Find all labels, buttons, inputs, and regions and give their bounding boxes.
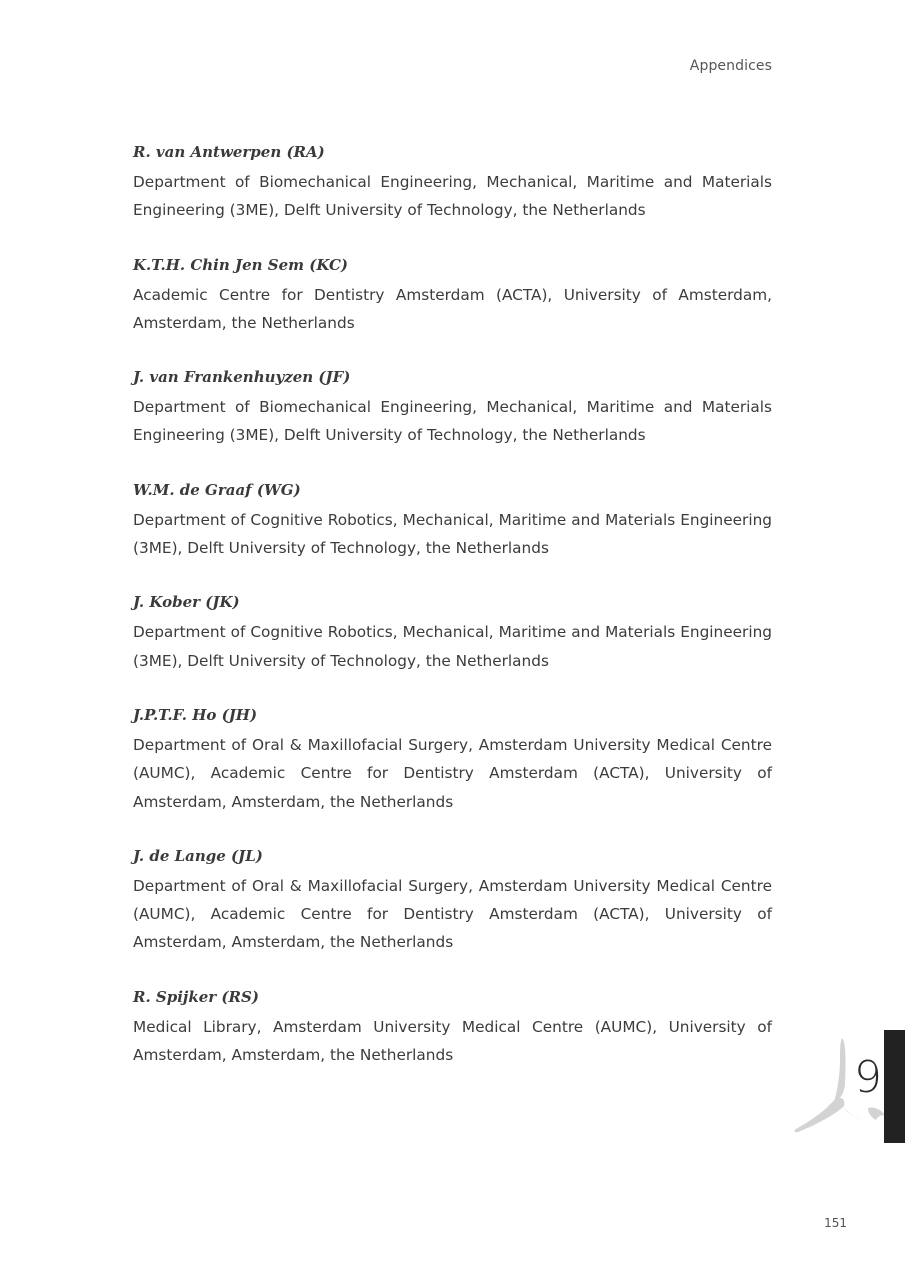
contributor-affiliation: Department of Oral & Maxillofacial Surgery, Amsterdam University Medical Centre (AUMC), Academic Centre for Dentistry Amsterdam (ACTA), University of Amsterdam, Amsterdam, the Netherlands bbox=[133, 876, 772, 952]
contributor-affiliation: Department of Cognitive Robotics, Mechanical, Maritime and Materials Engineering (3ME), Delft University of Technology, the Netherlands bbox=[133, 623, 772, 670]
contributor-entry bbox=[133, 365, 772, 450]
contributor-name: J. de Lange (JL) bbox=[133, 846, 263, 865]
contributor-name: J.P.T.F. Ho (JH) bbox=[133, 705, 258, 724]
chapter-number: 9 bbox=[854, 1052, 882, 1103]
contributor-name: R. van Antwerpen (RA) bbox=[133, 143, 325, 161]
contributor-entry bbox=[133, 703, 772, 816]
contributor-affiliation: Department of Biomechanical Engineering, Mechanical, Maritime and Materials Engineering (3ME), Delft University of Technology, the Netherlands bbox=[133, 398, 772, 445]
contributor-affiliation: Department of Biomechanical Engineering, Mechanical, Maritime and Materials Engineering (3ME), Delft University of Technology, the Netherlands bbox=[133, 173, 772, 220]
contributor-entry bbox=[133, 140, 772, 225]
contributor-name: R. Spijker (RS) bbox=[133, 987, 259, 1006]
contributor-name: J. van Frankenhuyzen (JF) bbox=[133, 368, 351, 387]
contributor-entry bbox=[133, 590, 772, 675]
ornament-right-stroke bbox=[842, 1106, 862, 1120]
running-head: Appendices bbox=[689, 58, 772, 74]
contributor-entry bbox=[133, 985, 772, 1070]
chapter-tab bbox=[884, 1030, 905, 1143]
contributor-list bbox=[133, 140, 772, 1097]
contributor-affiliation: Department of Cognitive Robotics, Mechanical, Maritime and Materials Engineering (3ME), Delft University of Technology, the Netherlands bbox=[133, 510, 772, 558]
contributor-affiliation: Academic Centre for Dentistry Amsterdam (ACTA), University of Amsterdam, Amsterdam, the Netherlands bbox=[133, 285, 772, 332]
contributor-name: K.T.H. Chin Jen Sem (KC) bbox=[133, 255, 349, 274]
contributor-entry bbox=[133, 478, 772, 563]
contributor-entry bbox=[133, 844, 772, 957]
contributor-affiliation: Department of Oral & Maxillofacial Surgery, Amsterdam University Medical Centre (AUMC), Academic Centre for Dentistry Amsterdam (ACTA), University of Amsterdam, Amsterdam, the Netherlands bbox=[133, 735, 772, 811]
contributor-affiliation: Medical Library, Amsterdam University Medical Centre (AUMC), University of Amsterdam, Amsterdam, the Netherlands bbox=[133, 1017, 772, 1065]
contributor-name: W.M. de Graaf (WG) bbox=[133, 480, 301, 499]
ornament-upper-stroke bbox=[834, 1038, 846, 1102]
contributor-name: J. Kober (JK) bbox=[133, 593, 240, 612]
page-number: 151 bbox=[824, 1216, 847, 1230]
ornament-lower-stroke bbox=[795, 1098, 845, 1132]
contributor-entry bbox=[133, 253, 772, 338]
